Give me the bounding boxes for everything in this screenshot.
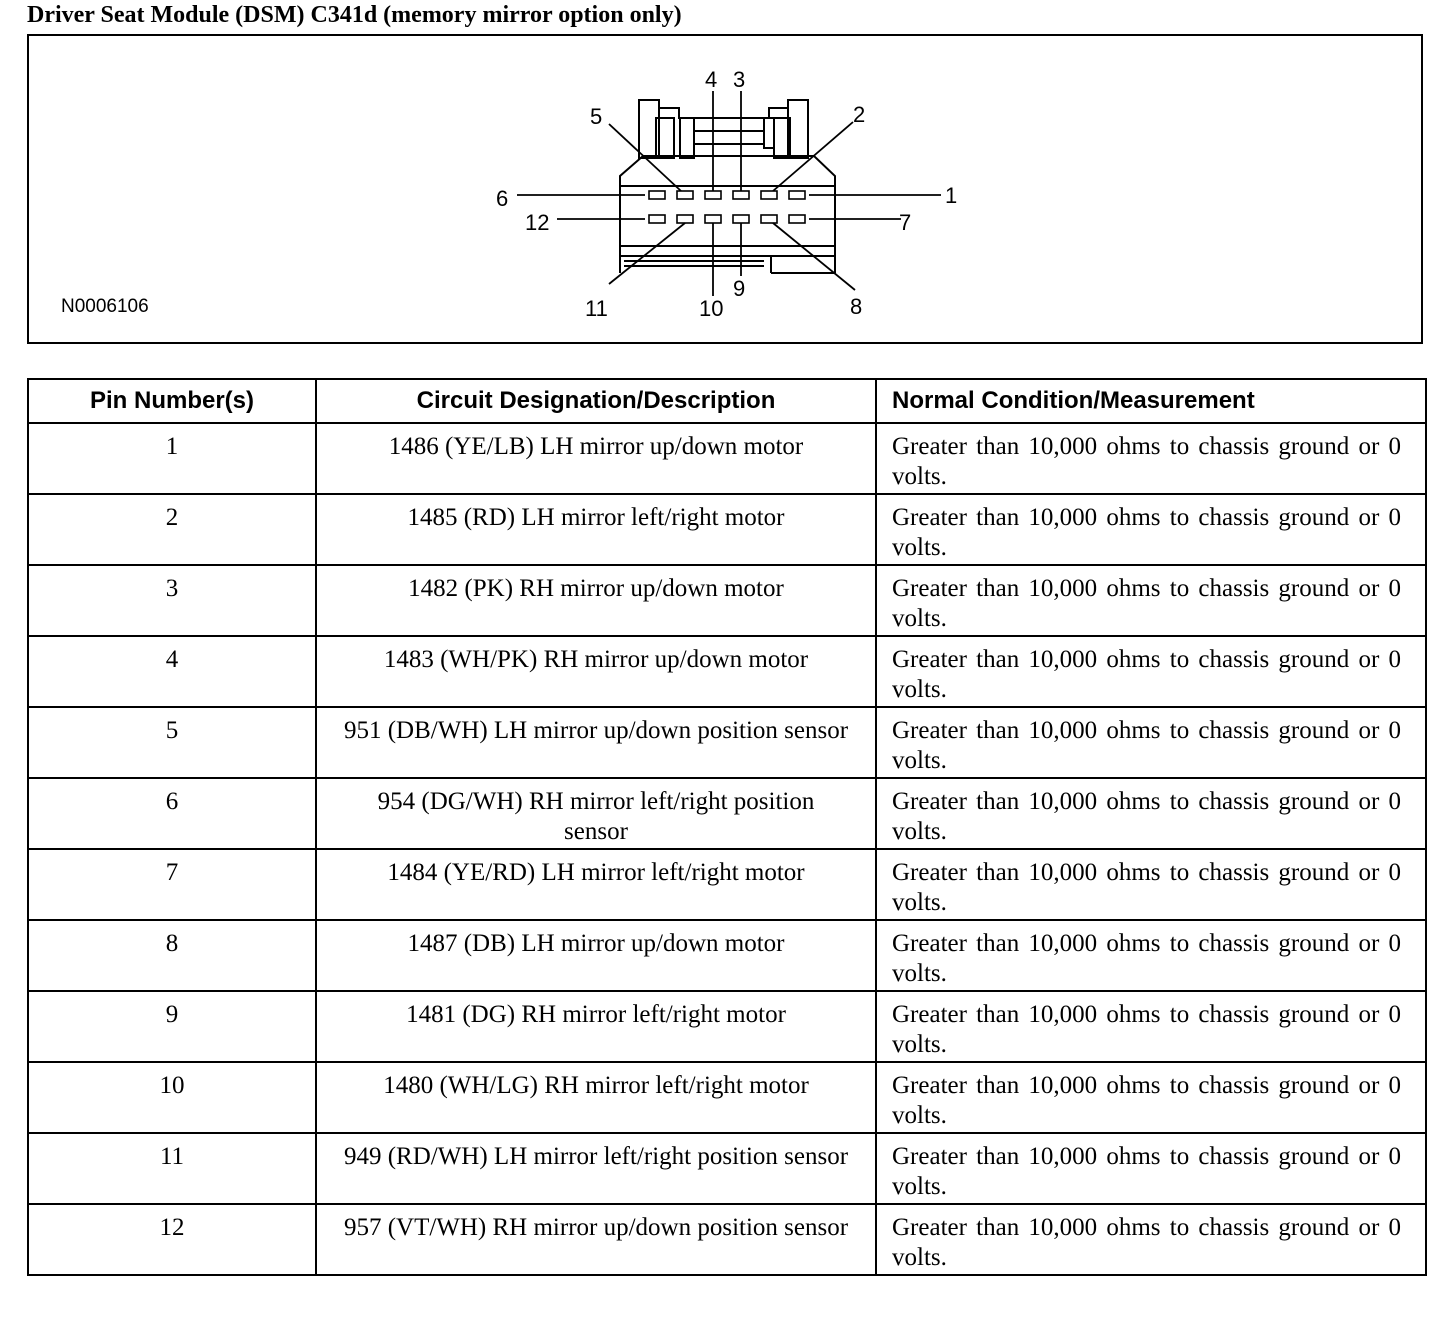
pin-cavities <box>649 191 805 223</box>
table-row <box>28 991 1426 1062</box>
table-row <box>28 778 1426 849</box>
connector-diagram <box>27 34 1423 344</box>
header-pin-number: Pin Number(s) <box>28 379 316 423</box>
pin-label-1: 1 <box>945 183 958 208</box>
normal-condition-cell: Greater than 10,000 ohms to chassis ground or 0 volts. <box>876 778 1426 849</box>
circuit-description-cell: 949 (RD/WH) LH mirror left/right position sensor <box>316 1133 876 1204</box>
normal-condition-cell: Greater than 10,000 ohms to chassis ground or 0 volts. <box>876 1204 1426 1275</box>
normal-condition-cell: Greater than 10,000 ohms to chassis ground or 0 volts. <box>876 565 1426 636</box>
normal-condition-cell: Greater than 10,000 ohms to chassis ground or 0 volts. <box>876 494 1426 565</box>
circuit-description-cell: 951 (DB/WH) LH mirror up/down position sensor <box>316 707 876 778</box>
pin-label-3: 3 <box>733 67 746 92</box>
circuit-description-cell: 1487 (DB) LH mirror up/down motor <box>316 920 876 991</box>
pin-table <box>27 378 1427 1276</box>
pin-label-11: 11 <box>585 296 608 321</box>
pin-label-9: 9 <box>733 276 746 301</box>
normal-condition-cell: Greater than 10,000 ohms to chassis ground or 0 volts. <box>876 920 1426 991</box>
table-row <box>28 1062 1426 1133</box>
pin-number-cell: 4 <box>28 636 316 707</box>
circuit-description-cell: 1485 (RD) LH mirror left/right motor <box>316 494 876 565</box>
pin-number-cell: 6 <box>28 778 316 849</box>
pin-number-cell: 9 <box>28 991 316 1062</box>
normal-condition-cell: Greater than 10,000 ohms to chassis ground or 0 volts. <box>876 991 1426 1062</box>
normal-condition-cell: Greater than 10,000 ohms to chassis ground or 0 volts. <box>876 1133 1426 1204</box>
pin-number-cell: 5 <box>28 707 316 778</box>
pin-label-12: 12 <box>525 210 550 235</box>
pin-number-cell: 7 <box>28 849 316 920</box>
connector-drawing <box>29 36 1421 342</box>
normal-condition-cell: Greater than 10,000 ohms to chassis ground or 0 volts. <box>876 423 1426 494</box>
pin-label-8: 8 <box>850 294 863 319</box>
normal-condition-cell: Greater than 10,000 ohms to chassis ground or 0 volts. <box>876 636 1426 707</box>
figure-id: N0006106 <box>61 296 149 317</box>
table-row <box>28 423 1426 494</box>
pin-label-5: 5 <box>590 104 603 129</box>
pin-label-10: 10 <box>699 296 724 321</box>
pin-number-cell: 11 <box>28 1133 316 1204</box>
table-row <box>28 1204 1426 1275</box>
pin-number-cell: 8 <box>28 920 316 991</box>
pin-number-cell: 10 <box>28 1062 316 1133</box>
normal-condition-cell: Greater than 10,000 ohms to chassis ground or 0 volts. <box>876 849 1426 920</box>
pin-labels <box>496 67 957 321</box>
pin-label-6: 6 <box>496 186 509 211</box>
header-normal-condition: Normal Condition/Measurement <box>876 379 1426 423</box>
circuit-description-cell: 1484 (YE/RD) LH mirror left/right motor <box>316 849 876 920</box>
circuit-description-cell: 1486 (YE/LB) LH mirror up/down motor <box>316 423 876 494</box>
table-row <box>28 707 1426 778</box>
pin-number-cell: 1 <box>28 423 316 494</box>
pin-label-2: 2 <box>853 102 866 127</box>
table-header-row <box>28 379 1426 423</box>
circuit-description-cell: 954 (DG/WH) RH mirror left/right position sensor <box>316 778 876 849</box>
pin-label-7: 7 <box>899 210 912 235</box>
pin-number-cell: 2 <box>28 494 316 565</box>
pin-label-4: 4 <box>705 67 718 92</box>
normal-condition-cell: Greater than 10,000 ohms to chassis ground or 0 volts. <box>876 707 1426 778</box>
circuit-description-cell: 957 (VT/WH) RH mirror up/down position sensor <box>316 1204 876 1275</box>
table-row <box>28 920 1426 991</box>
pin-number-cell: 3 <box>28 565 316 636</box>
table-row <box>28 849 1426 920</box>
page-title: Driver Seat Module (DSM) C341d (memory mirror option only) <box>27 2 682 28</box>
pin-number-cell: 12 <box>28 1204 316 1275</box>
circuit-description-cell: 1483 (WH/PK) RH mirror up/down motor <box>316 636 876 707</box>
table-row <box>28 636 1426 707</box>
circuit-description-cell: 1480 (WH/LG) RH mirror left/right motor <box>316 1062 876 1133</box>
circuit-description-cell: 1482 (PK) RH mirror up/down motor <box>316 565 876 636</box>
header-circuit-description: Circuit Designation/Description <box>316 379 876 423</box>
table-row <box>28 565 1426 636</box>
normal-condition-cell: Greater than 10,000 ohms to chassis ground or 0 volts. <box>876 1062 1426 1133</box>
circuit-description-cell: 1481 (DG) RH mirror left/right motor <box>316 991 876 1062</box>
table-row <box>28 494 1426 565</box>
table-row <box>28 1133 1426 1204</box>
